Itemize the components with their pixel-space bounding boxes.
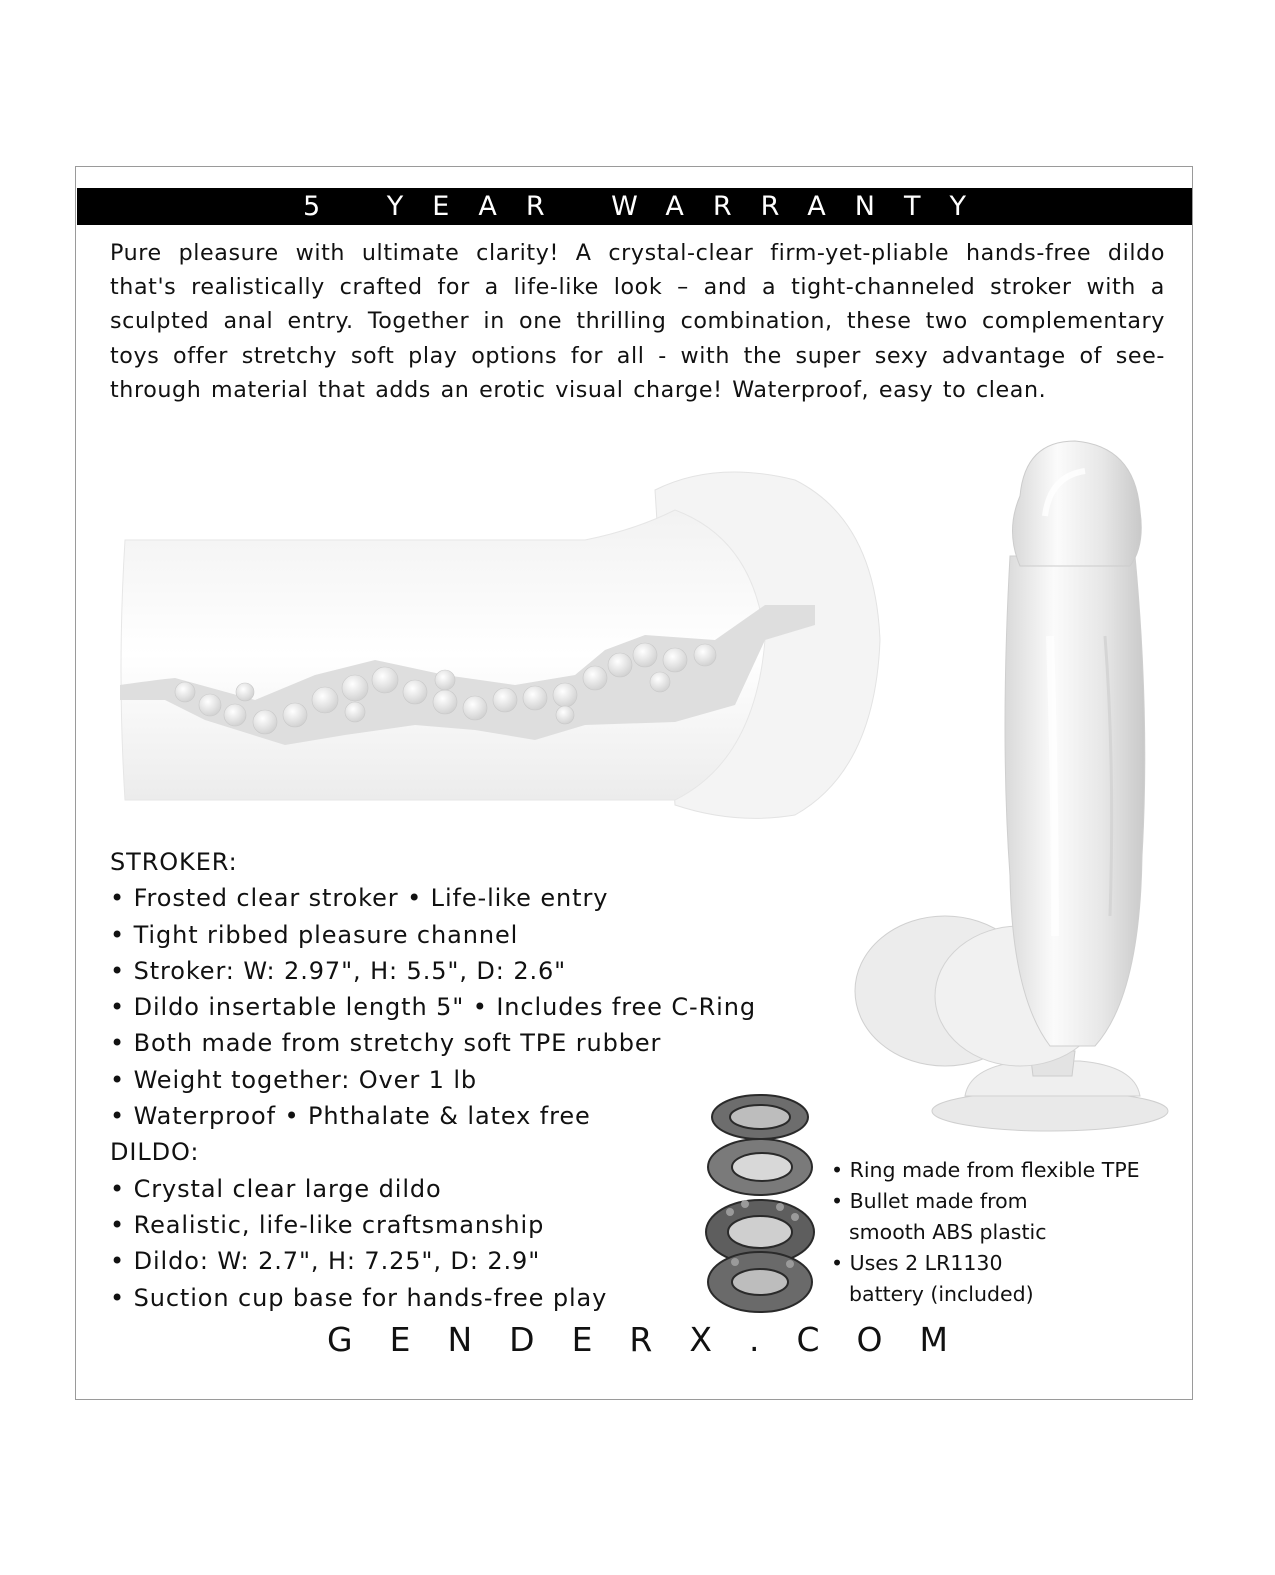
stroker-image bbox=[115, 460, 885, 825]
dildo-bullet: • Dildo: W: 2.7", H: 7.25", D: 2.9" bbox=[110, 1247, 541, 1276]
dildo-image bbox=[850, 436, 1180, 1136]
dildo-bullet: • Realistic, life-like craftsmanship bbox=[110, 1210, 545, 1239]
stroker-bullet: • Weight together: Over 1 lb bbox=[110, 1065, 478, 1094]
stroker-bullet: • Dildo insertable length 5" • Includes free C-Ring bbox=[110, 993, 756, 1022]
product-specs bbox=[110, 844, 870, 1316]
ring-spec-line: smooth ABS plastic bbox=[849, 1220, 1047, 1244]
ring-specs bbox=[831, 1155, 1181, 1310]
stroker-bullet: • Stroker: W: 2.97", H: 5.5", D: 2.6" bbox=[110, 956, 567, 985]
dildo-bullet: • Suction cup base for hands-free play bbox=[110, 1283, 608, 1312]
stroker-bullet: • Both made from stretchy soft TPE rubber bbox=[110, 1029, 662, 1058]
ring-spec-line: battery (included) bbox=[849, 1282, 1034, 1306]
stroker-bullet: • Tight ribbed pleasure channel bbox=[110, 920, 519, 949]
dildo-heading: DILDO: bbox=[110, 1138, 200, 1167]
website-url: GENDERX.COM bbox=[327, 1320, 985, 1359]
warranty-banner-text: 5 YEAR WARRANTY bbox=[303, 191, 995, 222]
stroker-heading: STROKER: bbox=[110, 848, 238, 876]
dildo-bullet: • Crystal clear large dildo bbox=[110, 1174, 442, 1203]
stroker-bullet: • Waterproof • Phthalate & latex free bbox=[110, 1102, 591, 1131]
warranty-banner bbox=[77, 188, 1192, 225]
stroker-bullet: • Frosted clear stroker • Life-like entry bbox=[110, 884, 609, 913]
product-description: Pure pleasure with ultimate clarity! A crystal-clear firm-yet-pliable hands-free dildo that's realistically crafted for a life-like look – and a tight-channeled stroker with a sculpted anal entry. Together in one thrilling combination, these two complementary toys offer stretchy soft play options for all - with the super sexy advantage of see-through material that adds an erotic visual charge! Waterproof, easy to clean. bbox=[110, 240, 1165, 403]
ring-spec-line: • Uses 2 LR1130 bbox=[831, 1251, 1003, 1275]
ring-spec-line: • Bullet made from bbox=[831, 1189, 1028, 1213]
ring-spec-line: • Ring made from flexible TPE bbox=[831, 1158, 1140, 1182]
